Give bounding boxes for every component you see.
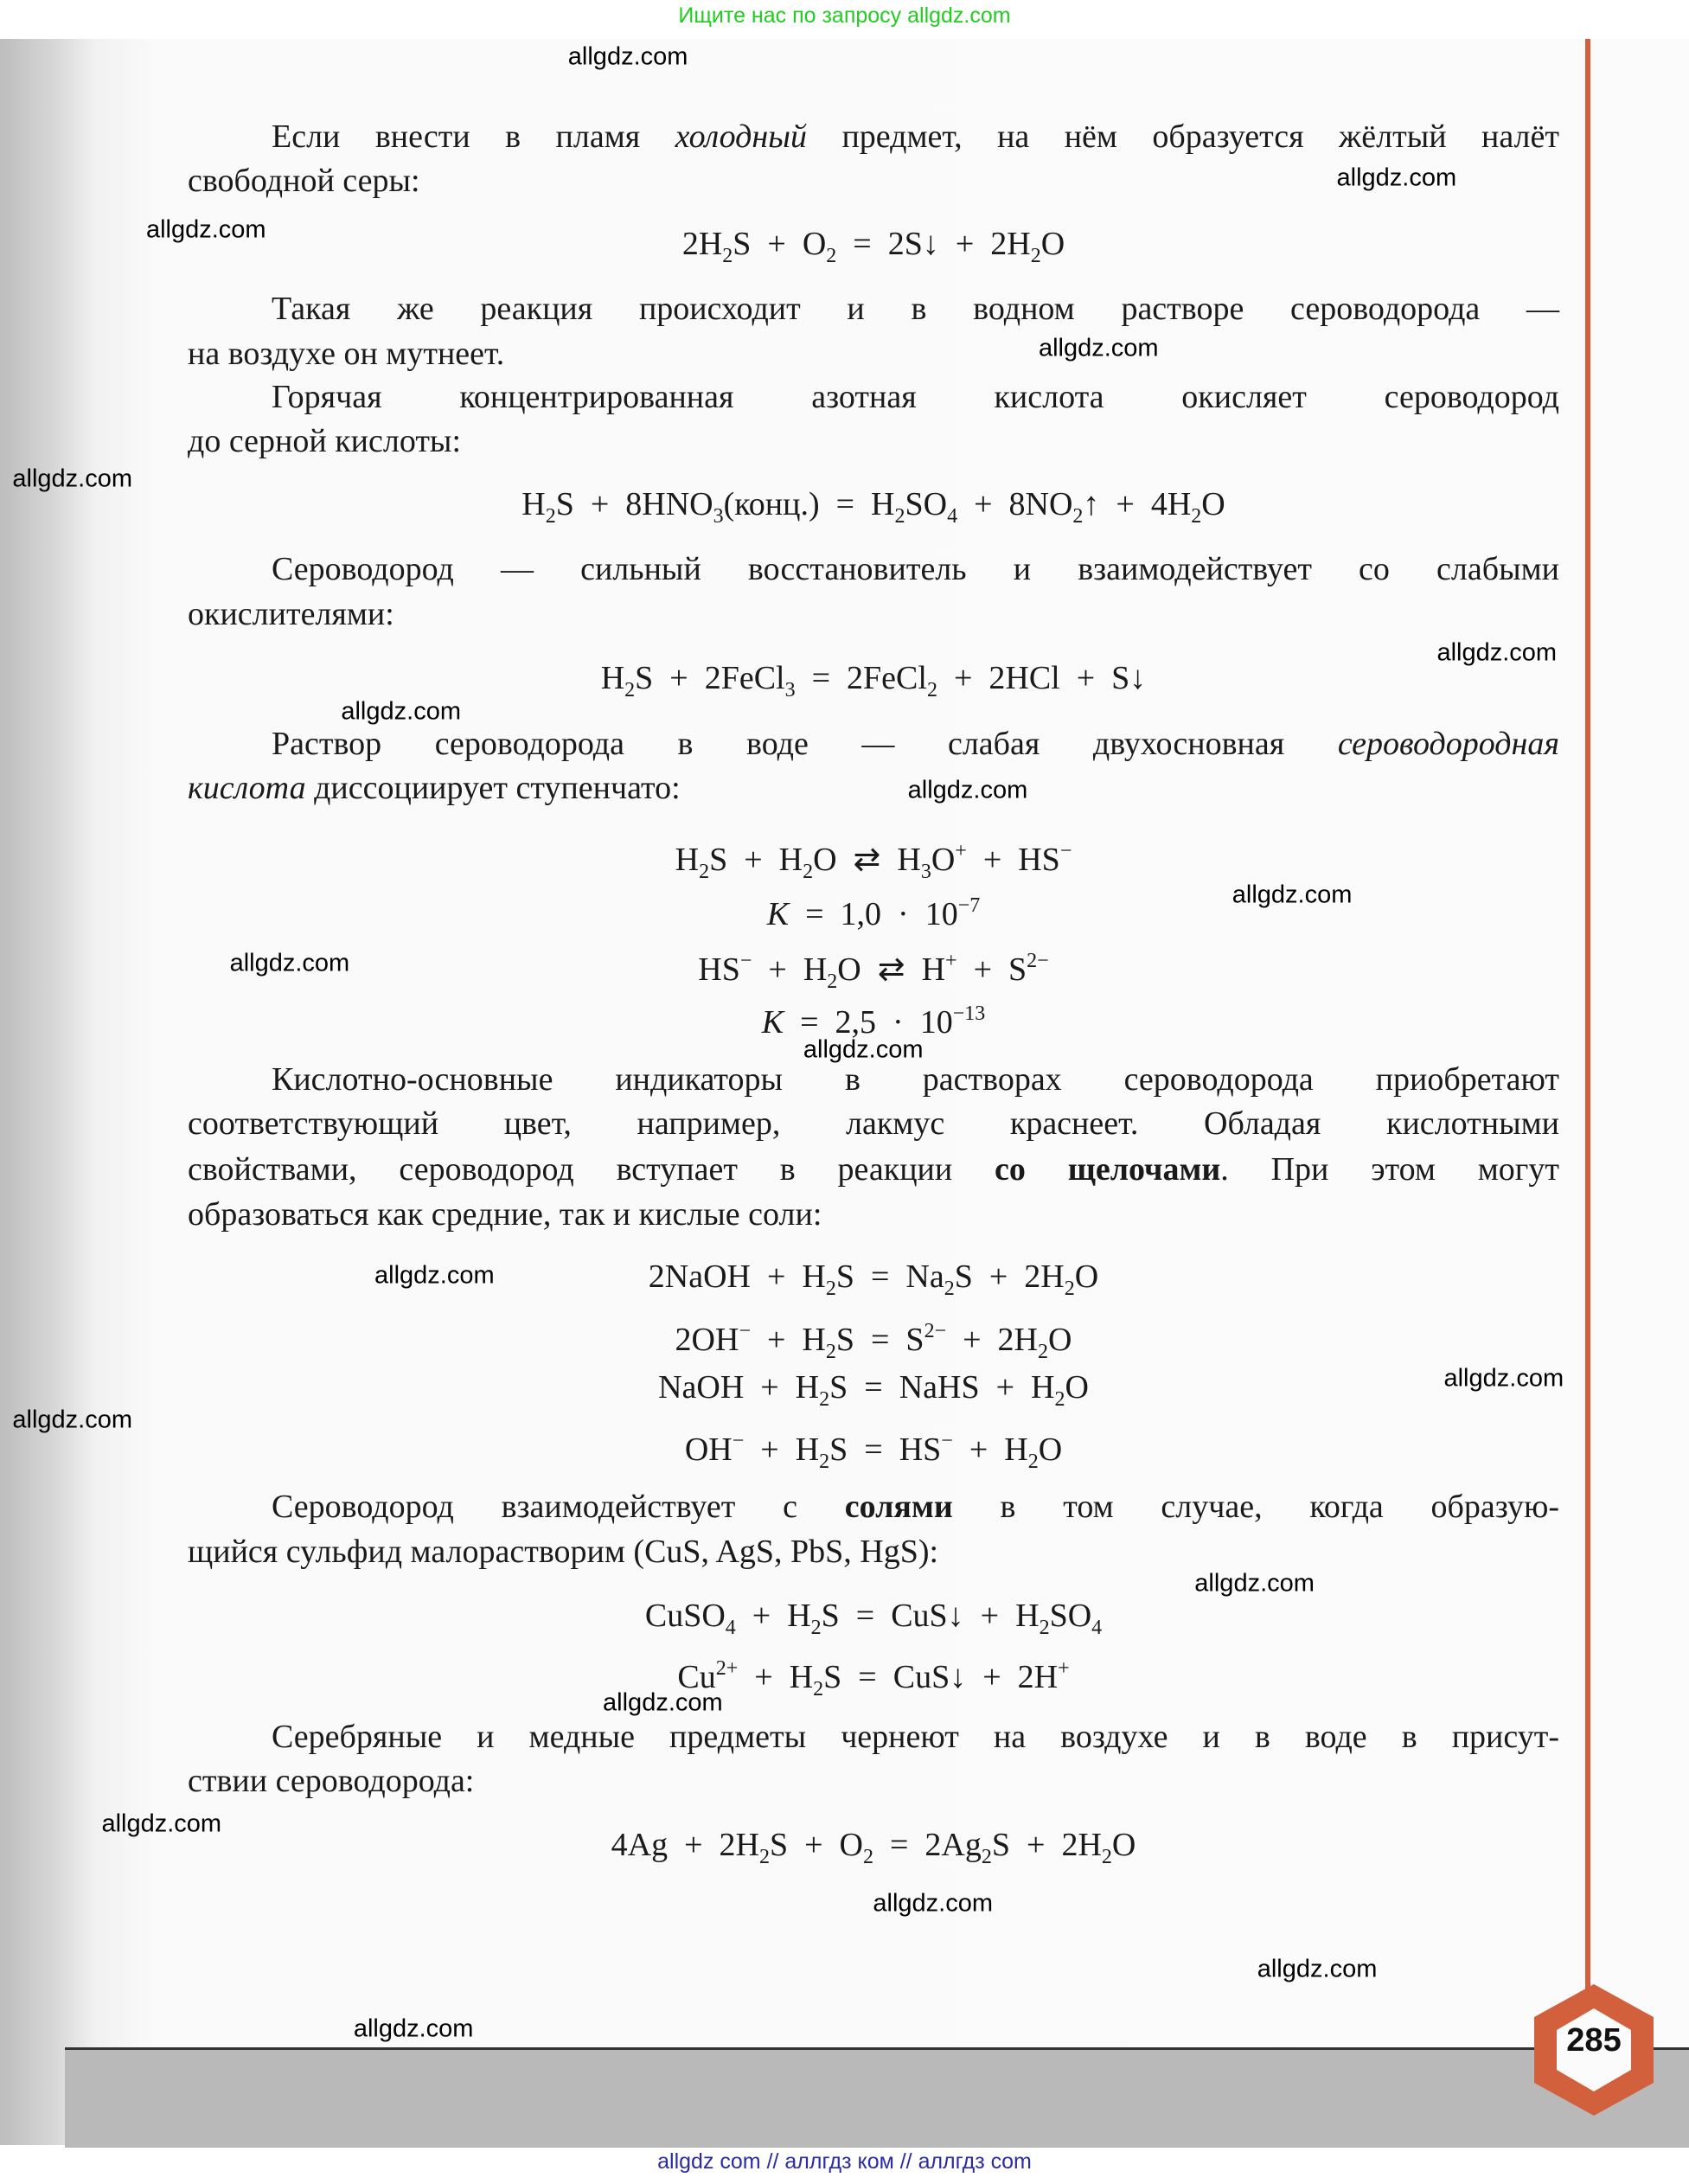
- text-segment: Раствор сероводорода в воде — слабая двухосновная: [272, 725, 1338, 762]
- text-segment: S = HS: [829, 1431, 942, 1469]
- text-segment: OH: [684, 1431, 733, 1469]
- text-segment: H: [675, 841, 700, 878]
- text-segment: O: [1111, 1827, 1136, 1864]
- subscript: 2: [819, 1451, 830, 1474]
- text-segment: + H: [952, 1431, 1028, 1469]
- text-segment: ↑ + 4H: [1083, 485, 1192, 522]
- text-segment: SO: [1049, 1597, 1092, 1634]
- superscript: −: [739, 1320, 751, 1343]
- paragraph-line: [188, 1758, 1559, 1803]
- text-segment: + HS: [966, 841, 1060, 878]
- chemical-equation: [188, 1593, 1559, 1638]
- chemical-equation: [188, 656, 1559, 701]
- top-banner[interactable]: Ищите нас по запросу allgdz.com: [678, 3, 1011, 28]
- text-segment: S + O: [769, 1827, 863, 1864]
- watermark-link[interactable]: allgdz.com: [1443, 1364, 1564, 1393]
- subscript: 2: [1037, 1341, 1048, 1364]
- text-segment: Если внести в пламя: [272, 118, 675, 155]
- watermark-link[interactable]: allgdz.com: [603, 1688, 723, 1717]
- superscript: 2−: [924, 1320, 947, 1343]
- subscript: 2: [827, 970, 838, 993]
- watermark-link[interactable]: allgdz.com: [12, 1406, 133, 1434]
- superscript: −7: [957, 893, 981, 917]
- page-edge-line: [1585, 39, 1590, 2002]
- text-segment: ствии сероводорода:: [188, 1763, 475, 1800]
- watermark-link[interactable]: allgdz.com: [1038, 334, 1159, 362]
- watermark-link[interactable]: allgdz.com: [873, 1889, 993, 1918]
- watermark-link[interactable]: allgdz.com: [229, 949, 350, 977]
- text-segment: H: [521, 485, 546, 522]
- paragraph-line: [272, 114, 1559, 159]
- paragraph-line: [272, 375, 1559, 420]
- text-segment: предмет, на нём образуется жёлтый налёт: [807, 118, 1559, 155]
- footer-links[interactable]: allgdz com // аллгдз ком // аллгдз com: [657, 2149, 1032, 2174]
- paragraph-line: [188, 592, 1559, 637]
- text-segment: O: [1065, 1368, 1089, 1406]
- text-segment: = 1,0 · 10: [789, 895, 958, 932]
- superscript: −: [732, 1430, 745, 1453]
- paragraph-line: [272, 547, 1559, 592]
- text-segment: S + 2FeCl: [635, 660, 785, 697]
- paragraph-line: [188, 331, 1559, 376]
- superscript: 2−: [1027, 949, 1049, 972]
- watermark-link[interactable]: allgdz.com: [803, 1035, 924, 1064]
- text-segment: O: [931, 841, 956, 878]
- subscript: 2: [1101, 1846, 1112, 1869]
- subscript: 3: [713, 504, 724, 528]
- superscript: −: [739, 949, 752, 972]
- text-segment: O: [1201, 485, 1225, 522]
- superscript: +: [945, 949, 957, 972]
- text-segment: S + H: [709, 841, 803, 878]
- subscript: 2: [825, 1341, 836, 1364]
- italic-text: кислота: [188, 770, 306, 807]
- text-segment: + H: [744, 1431, 820, 1469]
- chemical-equation: [188, 991, 1559, 1041]
- subscript: 2: [1030, 244, 1041, 267]
- text-segment: на воздухе он мутнеет.: [188, 335, 505, 372]
- subscript: 2: [863, 1846, 873, 1869]
- text-segment: = 2FeCl: [795, 660, 927, 697]
- superscript: −: [941, 1430, 953, 1453]
- paragraph-line: [272, 721, 1559, 766]
- subscript: 3: [920, 860, 931, 883]
- subscript: 2: [981, 1846, 992, 1869]
- text-segment: соответствующий цвет, например, лакмус краснеет. Обладая кислотными: [188, 1105, 1559, 1143]
- text-segment: в том случае, когда образую-: [952, 1489, 1559, 1526]
- watermark-link[interactable]: allgdz.com: [101, 1809, 222, 1838]
- italic-text: K: [766, 895, 790, 932]
- subscript: 2: [624, 679, 636, 702]
- subscript: 2: [825, 1278, 836, 1301]
- text-segment: + 2H: [946, 1322, 1038, 1359]
- text-segment: свободной серы:: [188, 163, 420, 200]
- watermark-link[interactable]: allgdz.com: [145, 215, 266, 244]
- bold-text: солями: [844, 1489, 953, 1526]
- paragraph-line: [188, 1192, 1559, 1237]
- chemical-equation: [188, 1309, 1559, 1364]
- text-segment: Серебряные и медные предметы чернеют на воздухе и в воде в присут-: [272, 1718, 1559, 1755]
- text-segment: O ⇄ H: [813, 841, 921, 878]
- subscript: 2: [944, 1278, 955, 1301]
- paragraph-line: [188, 1101, 1559, 1146]
- subscript: 4: [947, 504, 958, 528]
- chemical-equation: [188, 221, 1559, 266]
- text-segment: S = Na: [835, 1259, 944, 1296]
- paragraph-line: [188, 419, 1559, 464]
- italic-text: холодный: [675, 118, 807, 155]
- italic-text: K: [761, 1004, 784, 1041]
- text-segment: + 2HCl + S↓: [937, 660, 1147, 697]
- text-segment: HS: [698, 951, 740, 988]
- text-segment: окислителями:: [188, 596, 394, 632]
- subscript: 2: [699, 860, 710, 883]
- subscript: 2: [545, 504, 556, 528]
- subscript: 2: [1054, 1387, 1065, 1411]
- text-segment: O: [1047, 1322, 1072, 1359]
- text-segment: Cu: [677, 1658, 716, 1695]
- subscript: 2: [803, 860, 814, 883]
- watermark-link[interactable]: allgdz.com: [1194, 1569, 1315, 1598]
- text-segment: S = CuS↓ + 2H: [823, 1658, 1059, 1695]
- text-segment: 4Ag + 2H: [611, 1827, 759, 1864]
- text-segment: O: [1038, 1431, 1063, 1469]
- watermark-link[interactable]: allgdz.com: [12, 464, 133, 493]
- paragraph-line: [188, 765, 1559, 810]
- subscript: 3: [784, 679, 796, 702]
- paragraph-line: [272, 1714, 1559, 1759]
- superscript: −13: [952, 1002, 986, 1026]
- subscript: 4: [725, 1616, 736, 1639]
- watermark-link[interactable]: allgdz.com: [907, 776, 1028, 804]
- text-segment: Сероводород взаимодействует с: [272, 1489, 845, 1526]
- watermark-link[interactable]: allgdz.com: [1257, 1955, 1378, 1983]
- text-segment: S = S: [835, 1322, 924, 1359]
- subscript: 2: [819, 1387, 830, 1411]
- text-segment: = 2Ag: [873, 1827, 982, 1864]
- text-segment: (конц.) = H: [723, 485, 895, 522]
- subscript: 2: [1072, 504, 1084, 528]
- text-segment: O ⇄ H: [837, 951, 946, 988]
- watermark-link[interactable]: allgdz.com: [567, 42, 688, 71]
- text-segment: Сероводород — сильный восстановитель и взаимодействует со слабыми: [272, 551, 1559, 588]
- subscript: 2: [810, 1616, 822, 1639]
- chemical-equation: [188, 1646, 1559, 1700]
- text-segment: SO: [905, 485, 948, 522]
- subscript: 2: [1191, 504, 1202, 528]
- text-segment: S + 8HNO: [555, 485, 713, 522]
- text-segment: S + 2H: [954, 1259, 1065, 1296]
- chemical-equation: [188, 829, 1559, 883]
- subscript: 2: [926, 679, 937, 702]
- text-segment: O: [1040, 225, 1065, 262]
- text-segment: NaOH + H: [658, 1368, 820, 1406]
- text-segment: до серной кислоты:: [188, 423, 462, 460]
- text-segment: S = CuS↓ + H: [821, 1597, 1040, 1634]
- subscript: 2: [1039, 1616, 1050, 1639]
- subscript: 2: [894, 504, 905, 528]
- text-segment: + H: [750, 1322, 826, 1359]
- text-segment: + H: [735, 1597, 811, 1634]
- subscript: 2: [722, 244, 733, 267]
- chemical-equation: [188, 938, 1559, 993]
- text-segment: + 8NO: [957, 485, 1073, 522]
- watermark-link[interactable]: allgdz.com: [1232, 881, 1353, 909]
- paragraph-line: [188, 1529, 1559, 1574]
- superscript: +: [955, 839, 967, 862]
- text-segment: S + O: [733, 225, 827, 262]
- chemical-equation: [188, 1822, 1559, 1867]
- text-segment: . При этом могут: [1220, 1151, 1560, 1188]
- paragraph-line: [272, 1484, 1559, 1529]
- page-number: 285: [1566, 2022, 1622, 2059]
- chemical-equation: [188, 883, 1559, 932]
- text-segment: Кислотно-основные индикаторы в растворах сероводорода приобретают: [272, 1060, 1559, 1098]
- subscript: 2: [1064, 1278, 1075, 1301]
- chemical-equation: [188, 1365, 1559, 1410]
- text-segment: щийся сульфид малорастворим (CuS, AgS, PbS, HgS):: [188, 1533, 939, 1570]
- text-segment: = 2S↓ + 2H: [836, 225, 1031, 262]
- page-bottom-band: [65, 2047, 1689, 2148]
- text-segment: 2OH: [675, 1322, 739, 1359]
- superscript: −: [1059, 839, 1072, 862]
- text-segment: + H: [738, 1658, 814, 1695]
- superscript: +: [1058, 1656, 1070, 1680]
- subscript: 4: [1091, 1616, 1103, 1639]
- watermark-link[interactable]: allgdz.com: [1336, 163, 1457, 192]
- bold-text: со щелочами: [995, 1151, 1221, 1188]
- text-segment: Горячая концентрированная азотная кислота окисляет сероводород: [272, 378, 1559, 415]
- text-segment: + H: [752, 951, 828, 988]
- subscript: 2: [826, 244, 837, 267]
- paragraph-line: [272, 286, 1559, 331]
- text-segment: образоваться как средние, так и кислые соли:: [188, 1195, 822, 1233]
- superscript: 2+: [715, 1656, 739, 1680]
- italic-text: сероводородная: [1337, 725, 1559, 762]
- text-segment: Такая же реакция происходит и в водном растворе сероводорода —: [272, 291, 1559, 328]
- subscript: 2: [758, 1846, 770, 1869]
- watermark-link[interactable]: allgdz.com: [374, 1261, 495, 1290]
- text-segment: CuSO: [644, 1597, 726, 1634]
- chemical-equation: [188, 1419, 1559, 1474]
- text-segment: O: [1074, 1259, 1099, 1296]
- chemical-equation: [188, 482, 1559, 527]
- text-segment: 2NaOH + H: [648, 1259, 826, 1296]
- watermark-link[interactable]: allgdz.com: [1436, 638, 1558, 667]
- text-segment: 2H: [681, 225, 723, 262]
- text-segment: свойствами, сероводород вступает в реакции: [188, 1151, 995, 1188]
- text-segment: + S: [956, 951, 1027, 988]
- text-segment: = 2,5 · 10: [784, 1004, 953, 1041]
- subscript: 2: [813, 1677, 824, 1700]
- text-segment: диссоциирует ступенчато:: [305, 770, 681, 807]
- paragraph-line: [188, 1147, 1559, 1192]
- watermark-link[interactable]: allgdz.com: [341, 697, 461, 726]
- text-segment: S + 2H: [991, 1827, 1102, 1864]
- watermark-link[interactable]: allgdz.com: [353, 2014, 474, 2043]
- subscript: 2: [1027, 1451, 1039, 1474]
- text-segment: H: [600, 660, 625, 697]
- text-segment: S = NaHS + H: [829, 1368, 1055, 1406]
